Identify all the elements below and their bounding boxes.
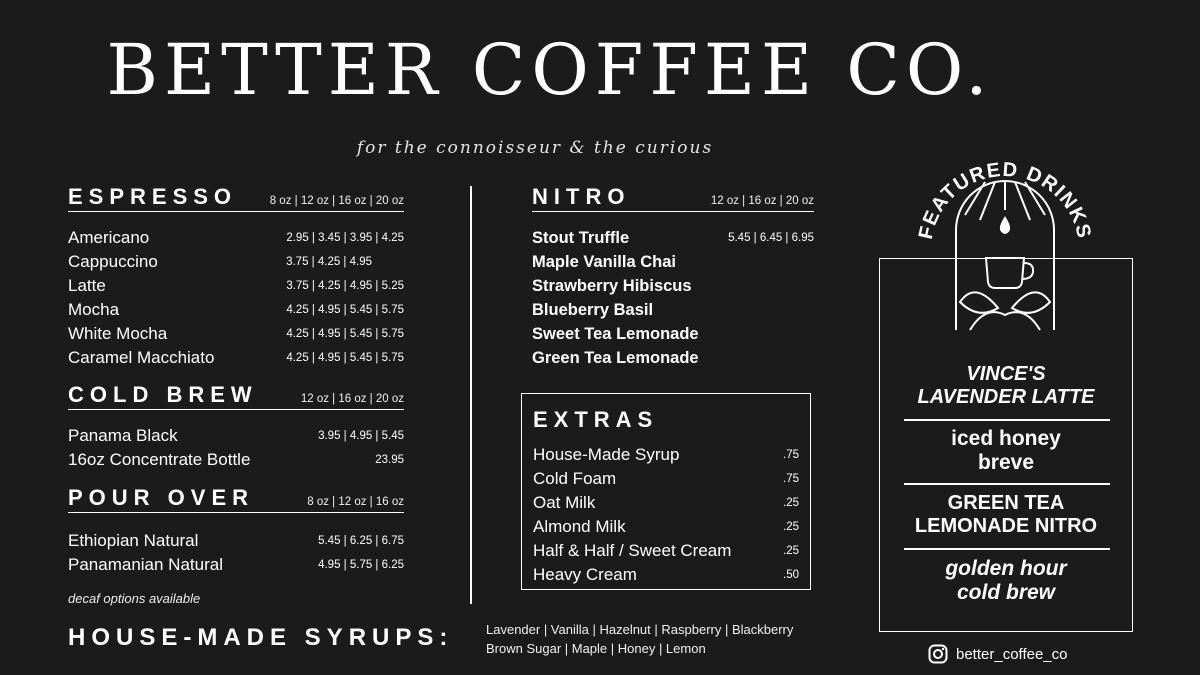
featured-drink: [904, 557, 1108, 605]
instagram-handle[interactable]: [928, 644, 1067, 664]
menu-item: [533, 515, 799, 539]
item-price: .50: [783, 569, 799, 581]
syrups-list: [486, 620, 793, 658]
item-price: 3.75 | 4.25 | 4.95: [286, 256, 372, 268]
menu-item: [532, 322, 814, 346]
featured-drink-line: LAVENDER LATTE: [917, 386, 1095, 408]
menu-item: [68, 346, 404, 370]
instagram-handle-text: better_coffee_co: [956, 645, 1068, 663]
nitro-header: [532, 186, 814, 212]
item-name: 16oz Concentrate Bottle: [68, 450, 251, 469]
syrups-line-1: Lavender | Vanilla | Hazelnut | Raspberry | Blackberry: [486, 622, 794, 637]
item-price: .25: [783, 545, 799, 557]
featured-drink: [904, 492, 1108, 538]
item-name: Panama Black: [68, 426, 178, 445]
pour-over-section: [68, 487, 404, 577]
nitro-section: [532, 186, 814, 370]
menu-item: [68, 529, 404, 553]
featured-drink-line: cold brew: [956, 581, 1056, 605]
syrups-line-2: Brown Sugar | Maple | Honey | Lemon: [486, 641, 706, 656]
menu-item: [68, 448, 404, 472]
item-price: .75: [783, 473, 799, 485]
item-price: .25: [783, 521, 799, 533]
nitro-sizes: 12 oz | 16 oz | 20 oz: [710, 195, 814, 207]
menu-item: [533, 539, 799, 563]
menu-item: [533, 467, 799, 491]
extras-title: EXTRAS: [533, 407, 659, 432]
featured-divider: [904, 548, 1110, 550]
featured-drinks-box: [879, 258, 1133, 632]
menu-item: [68, 553, 404, 577]
item-price: .25: [783, 497, 799, 509]
menu-item: [533, 443, 799, 467]
item-price: 2.95 | 3.45 | 3.95 | 4.25: [286, 232, 404, 244]
pour-over-header: [68, 487, 404, 513]
syrups-title: HOUSE-MADE SYRUPS:: [68, 624, 454, 651]
espresso-sizes: 8 oz | 12 oz | 16 oz | 20 oz: [269, 195, 404, 207]
item-name: Maple Vanilla Chai: [532, 252, 676, 271]
featured-title: FEATURED DRINKS: [914, 158, 1096, 242]
item-price: 23.95: [375, 454, 404, 466]
nitro-title: NITRO: [532, 184, 631, 209]
pour-over-sizes: 8 oz | 12 oz | 16 oz: [307, 496, 404, 508]
item-name: Sweet Tea Lemonade: [532, 324, 699, 343]
item-name: Oat Milk: [533, 493, 596, 512]
cold-brew-title: COLD BREW: [68, 382, 258, 407]
featured-divider: [904, 483, 1110, 485]
item-name: Ethiopian Natural: [68, 531, 199, 550]
menu-item: [533, 491, 799, 515]
menu-item: [68, 322, 404, 346]
featured-drink-line: golden hour: [945, 557, 1067, 580]
item-price: 4.25 | 4.95 | 5.45 | 5.75: [286, 352, 404, 364]
item-price: 3.95 | 4.95 | 5.45: [318, 430, 404, 442]
featured-drink: [904, 427, 1108, 475]
decaf-note: decaf options available: [68, 591, 201, 606]
featured-drink-line: VINCE'S: [966, 363, 1046, 385]
menu-item: [533, 563, 799, 587]
tagline: for the connoisseur & the curious: [356, 138, 714, 158]
item-name: Cappuccino: [68, 252, 158, 271]
menu-item: [68, 298, 404, 322]
menu-item: [68, 226, 404, 250]
espresso-section: [68, 186, 404, 370]
featured-drink-line: iced honey: [951, 427, 1061, 450]
menu-item: [532, 250, 814, 274]
menu-item: [532, 298, 814, 322]
item-name: Cold Foam: [533, 469, 617, 488]
item-name: Latte: [68, 276, 106, 295]
item-price: 5.45 | 6.45 | 6.95: [728, 232, 814, 244]
item-name: House-Made Syrup: [533, 445, 680, 464]
item-name: White Mocha: [68, 324, 168, 343]
item-price: .75: [783, 449, 799, 461]
featured-drink-line: breve: [977, 451, 1035, 475]
menu-item: [532, 346, 814, 370]
item-price: 4.95 | 5.75 | 6.25: [318, 559, 404, 571]
item-name: Strawberry Hibiscus: [532, 276, 692, 295]
item-price: 5.45 | 6.25 | 6.75: [318, 535, 404, 547]
menu-item: [68, 250, 404, 274]
featured-drink-line: GREEN TEA: [947, 492, 1065, 514]
espresso-header: [68, 186, 404, 212]
item-name: Panamanian Natural: [68, 555, 223, 574]
pour-over-title: POUR OVER: [68, 485, 255, 510]
menu-item: [532, 226, 814, 250]
menu-item: [68, 424, 404, 448]
item-name: Blueberry Basil: [532, 300, 654, 319]
item-name: Mocha: [68, 300, 120, 319]
item-name: Almond Milk: [533, 517, 626, 536]
item-name: Heavy Cream: [533, 565, 637, 584]
menu-item: [532, 274, 814, 298]
cold-brew-header: [68, 384, 404, 410]
featured-drink: [904, 363, 1108, 409]
item-price: 3.75 | 4.25 | 4.95 | 5.25: [286, 280, 404, 292]
item-name: Stout Truffle: [532, 228, 630, 247]
espresso-title: ESPRESSO: [68, 184, 238, 209]
menu-item: [68, 274, 404, 298]
item-name: Americano: [68, 228, 150, 247]
featured-drink-line: LEMONADE NITRO: [914, 515, 1098, 537]
extras-box: [521, 393, 811, 590]
instagram-icon: [928, 644, 948, 664]
item-price: 4.25 | 4.95 | 5.45 | 5.75: [286, 328, 404, 340]
item-name: Half & Half / Sweet Cream: [533, 541, 732, 560]
cold-brew-sizes: 12 oz | 16 oz | 20 oz: [300, 393, 404, 405]
item-name: Green Tea Lemonade: [532, 348, 699, 367]
brand-title: BETTER COFFEE CO.: [106, 29, 994, 111]
cold-brew-section: [68, 384, 404, 472]
item-price: 4.25 | 4.95 | 5.45 | 5.75: [286, 304, 404, 316]
item-name: Caramel Macchiato: [68, 348, 215, 367]
featured-divider: [904, 419, 1110, 421]
column-divider: [470, 186, 472, 604]
